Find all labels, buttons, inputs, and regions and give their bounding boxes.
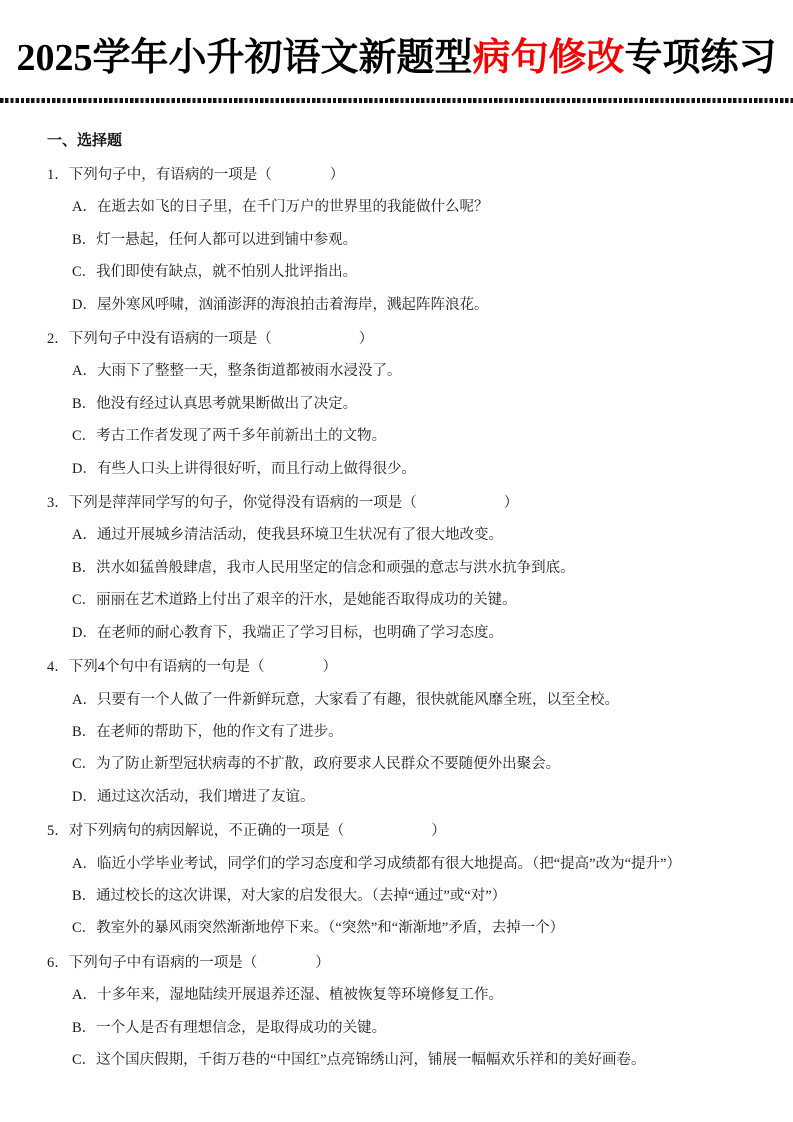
question-stem <box>47 487 757 519</box>
title-prefix: 2025学年小升初语文新题型 <box>16 37 473 79</box>
option-b: B．他没有经过认真思考就果断做出了决定。 <box>72 395 358 412</box>
title-suffix: 专项练习 <box>624 37 777 79</box>
question-4 <box>47 651 757 813</box>
question-2 <box>47 323 757 485</box>
question-text: 下列句子中有语病的一项是（ ） <box>68 954 330 971</box>
question-number: 5． <box>47 823 69 840</box>
option-b: B．洪水如猛兽般肆虐，我市人民用坚定的信念和顽强的意志与洪水抗争到底。 <box>72 559 575 576</box>
question-number: 2． <box>47 331 69 348</box>
question-text: 下列4个句中有语病的一句是（ ） <box>68 659 337 676</box>
question-stem <box>47 323 757 355</box>
page-title <box>0 33 793 83</box>
question-stem <box>47 159 757 191</box>
option-d: D．通过这次活动，我们增进了友谊。 <box>72 788 315 805</box>
option-c: C．考古工作者发现了两千多年前新出土的文物。 <box>72 428 387 445</box>
exam-content <box>0 103 793 1076</box>
option-d: D．有些人口头上讲得很好听，而且行动上做得很少。 <box>72 460 416 477</box>
option-b: B．在老师的帮助下，他的作文有了进步。 <box>72 723 343 740</box>
question-stem <box>47 651 757 683</box>
option-c: C．我们即使有缺点，就不怕别人批评指出。 <box>72 264 358 281</box>
question-1 <box>47 159 757 321</box>
title-highlight: 病句修改 <box>472 37 625 79</box>
option-a: A．大雨下了整整一天，整条街道都被雨水浸没了。 <box>72 363 402 380</box>
option-d: D．屋外寒风呼啸，汹涌澎湃的海浪拍击着海岸，溅起阵阵浪花。 <box>72 296 489 313</box>
option-b: B．通过校长的这次讲课，对大家的启发很大。（去掉“通过”或“对”） <box>72 887 507 904</box>
question-number: 1． <box>47 167 69 183</box>
question-3 <box>47 487 757 649</box>
option-c: C．教室外的暴风雨突然渐渐地停下来。（“突然”和“渐渐地”矛盾，去掉一个） <box>72 920 565 937</box>
option-a: A．十多年来，湿地陆续开展退养还湿、植被恢复等环境修复工作。 <box>72 987 503 1004</box>
option-c: C．丽丽在艺术道路上付出了艰辛的汗水，是她能否取得成功的关键。 <box>72 592 517 609</box>
question-number: 3． <box>47 495 69 512</box>
option-a: A．通过开展城乡清洁活动，使我县环境卫生状况有了很大地改变。 <box>72 527 503 544</box>
question-stem <box>47 815 757 847</box>
option-b: B．一个人是否有理想信念，是取得成功的关键。 <box>72 1019 387 1036</box>
section-heading: 一、选择题 <box>47 133 123 149</box>
question-stem <box>47 947 757 979</box>
option-d: D．在老师的耐心教育下，我端正了学习目标，也明确了学习态度。 <box>72 624 503 641</box>
option-b: B．灯一悬起，任何人都可以进到铺中参观。 <box>72 231 358 248</box>
question-5 <box>47 815 757 945</box>
question-text: 下列句子中，有语病的一项是（ ） <box>68 167 345 183</box>
question-6 <box>47 947 757 1077</box>
option-a: A．临近小学毕业考试，同学们的学习态度和学习成绩都有很大地提高。（把“提高”改为“提升”） <box>72 855 681 872</box>
option-c: C．这个国庆假期，千街万巷的“中国红”点亮锦绣山河，铺展一幅幅欢乐祥和的美好画卷。 <box>72 1051 646 1068</box>
question-text: 对下列病句的病因解说，不正确的一项是（ ） <box>68 823 446 840</box>
option-c: C．为了防止新型冠状病毒的不扩散，政府要求人民群众不要随便外出聚会。 <box>72 756 561 773</box>
option-a: A．在逝去如飞的日子里，在千门万户的世界里的我能做什么呢？ <box>72 199 489 216</box>
question-text: 下列句子中没有语病的一项是（ ） <box>68 331 374 348</box>
question-text: 下列是萍萍同学写的句子，你觉得没有语病的一项是（ ） <box>68 495 519 512</box>
question-number: 6． <box>47 954 69 971</box>
option-a: A．只要有一个人做了一件新鲜玩意，大家看了有趣，很快就能风靡全班，以至全校。 <box>72 691 619 708</box>
question-number: 4． <box>47 659 69 676</box>
